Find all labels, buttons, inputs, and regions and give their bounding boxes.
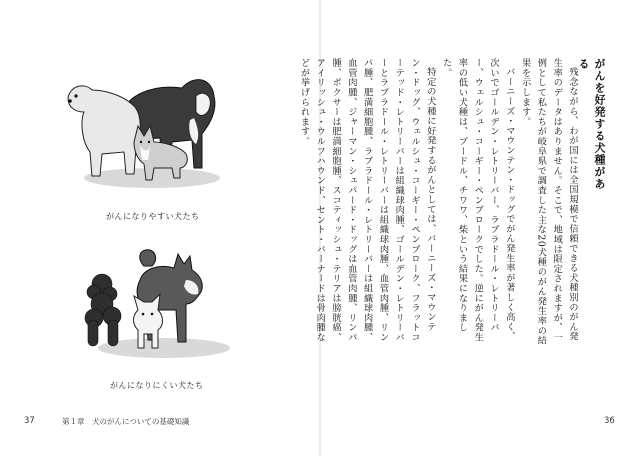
caption-cancer-prone: がんになりやすい犬たち — [106, 212, 200, 221]
paragraph-2: バーニーズ・マウンテン・ドッグでがん発生率が著しく高く、次いでゴールデン・レトリーバー、ラブラドール・レトリーバー、ウェルシュ・コーギー・ペンブロークでした。逆にがん発生率の低い犬種は、プードル、チワワ、柴という結果になりました。 — [440, 58, 515, 343]
dogs-drawing-top — [62, 56, 222, 196]
chapter-running-head: 第１章 犬のがんについての基礎知識 — [62, 417, 190, 426]
dogs-drawing-bottom — [74, 244, 234, 366]
paragraph-1: 残念ながら、わが国には全国規模で信頼できる犬種別のがん発生率のデータはありません。そこで、地域は限定されますが、一例として私たちが岐阜県で調査した主な20犬種のがん発生率の結果を示します。 — [519, 58, 578, 346]
page-number-left: 37 — [24, 416, 35, 426]
body-text — [298, 58, 580, 348]
caption-cancer-resistant: がんになりにくい犬たち — [110, 381, 204, 390]
section-heading: がんを好発する犬種がある — [577, 58, 606, 190]
paragraph-3: 特定の犬種に好発するがんとしては、バーニーズ・マウンテン・ドッグ、ウェルシュ・コーギー・ペンブローク、フラットコーテッド・レトリーバーは組織球肉腫、ゴールデン・レトリーバーとラブラドール・レトリーバーは組織球肉腫、血管肉腫、リンパ腫、肥満細胞腫、ラブラドール・レトリーバーは組織球肉腫、血管肉腫、ジャーマン・シェパード・ドッグは血管肉腫、リンパ腫、ボクサーは肥満細胞腫、スコティッシュ・テリアは膀胱癌、アイリッシュ・ウルフハウンド、セント・バーナードは骨肉腫などが挙げられます。 — [298, 58, 436, 343]
illustration-cancer-resistant-dogs — [74, 244, 234, 366]
illustration-cancer-prone-dogs — [62, 56, 222, 196]
page-number-right: 36 — [604, 416, 615, 426]
